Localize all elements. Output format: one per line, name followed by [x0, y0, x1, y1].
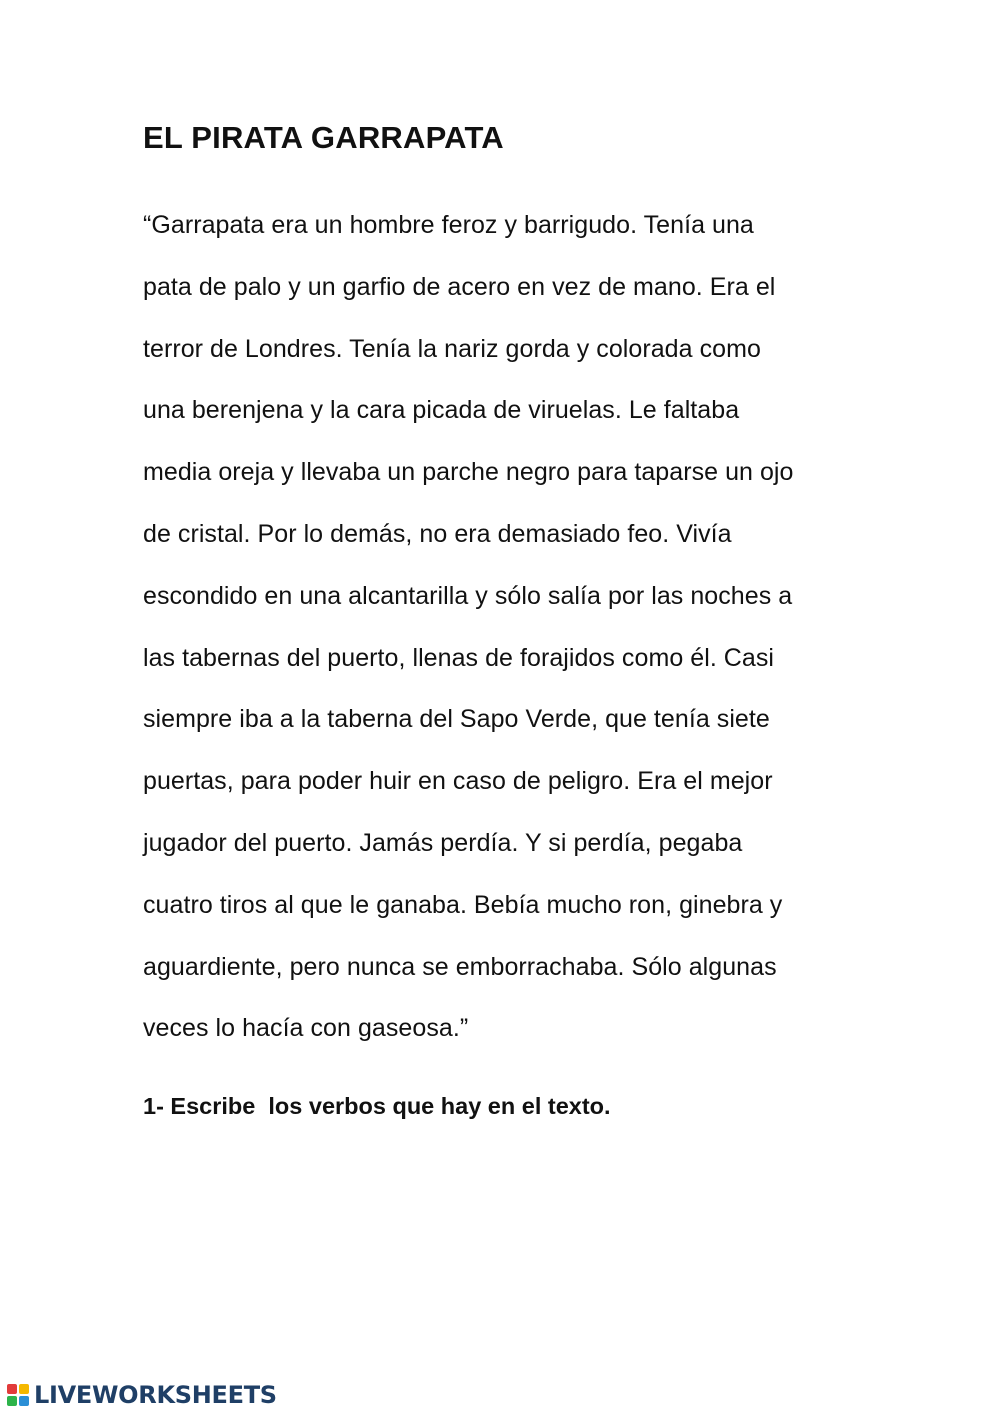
story-line: escondido en una alcantarilla y sólo salía por las noches a [143, 581, 793, 610]
logo-block [19, 1396, 29, 1406]
story-line: veces lo hacía con gaseosa.” [143, 1014, 469, 1043]
story-line: siempre iba a la taberna del Sapo Verde, que tenía siete [143, 705, 770, 734]
story-text [143, 206, 794, 1071]
story-line: aguardiente, pero nunca se emborrachaba. Sólo algunas [143, 952, 777, 981]
logo-block [19, 1384, 29, 1394]
story-line: cuatro tiros al que le ganaba. Bebía mucho ron, ginebra y [143, 890, 783, 919]
page-title: EL PIRATA GARRAPATA [143, 120, 504, 155]
logo-block [7, 1384, 17, 1394]
story-line: de cristal. Por lo demás, no era demasiado feo. Vivía [143, 519, 732, 548]
story-line: pata de palo y un garfio de acero en vez de mano. Era el [143, 272, 776, 301]
question-prompt: 1- Escribe los verbos que hay en el texto. [143, 1093, 611, 1119]
story-line: una berenjena y la cara picada de viruelas. Le faltaba [143, 396, 740, 425]
story-line: las tabernas del puerto, llenas de forajidos como él. Casi [143, 643, 775, 672]
story-line: “Garrapata era un hombre feroz y barrigudo. Tenía una [143, 211, 754, 239]
liveworksheets-brand[interactable] [6, 1380, 277, 1410]
story-line: terror de Londres. Tenía la nariz gorda y colorada como [143, 334, 761, 363]
brand-text: LIVEWORKSHEETS [34, 1381, 277, 1409]
story-line: jugador del puerto. Jamás perdía. Y si perdía, pegaba [143, 828, 743, 857]
story-line: media oreja y llevaba un parche negro para taparse un ojo [143, 458, 794, 487]
liveworksheets-logo-icon [6, 1383, 30, 1407]
story-line: puertas, para poder huir en caso de peligro. Era el mejor [143, 767, 773, 796]
logo-block [7, 1396, 17, 1406]
